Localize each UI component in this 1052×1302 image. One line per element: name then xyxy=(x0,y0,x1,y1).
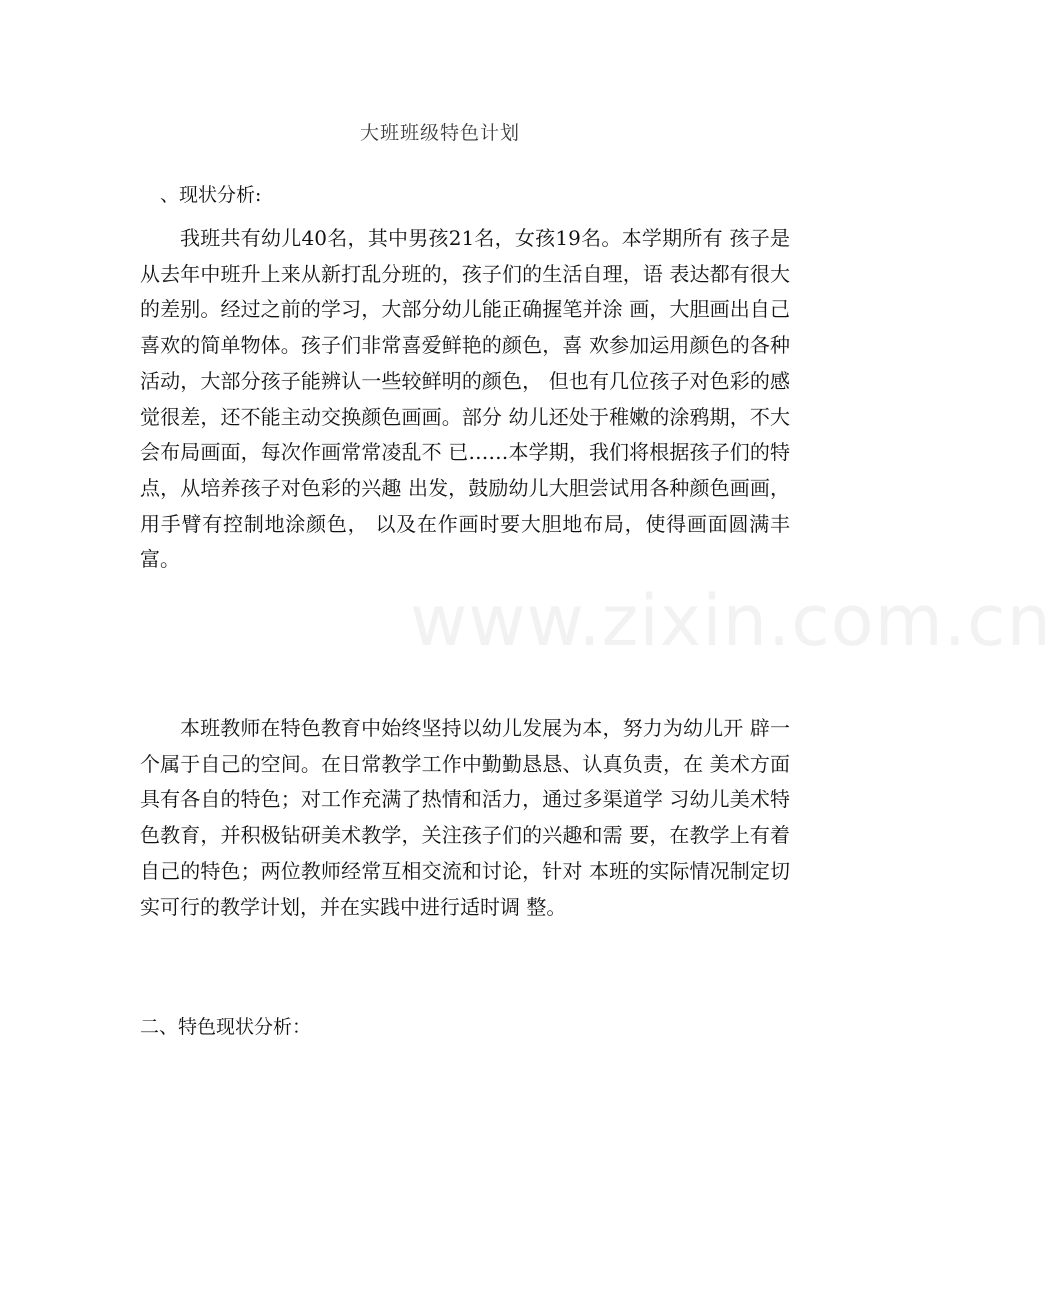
watermark: www.zixin.com.cn xyxy=(410,580,1052,662)
document-title: 大班班级特色计划 xyxy=(359,122,520,144)
section-heading-status-analysis: 、现状分析: xyxy=(160,184,262,206)
section-heading-feature-analysis: 二、特色现状分析： xyxy=(140,1016,312,1038)
paragraph-teachers: 本班教师在特色教育中始终坚持以幼儿发展为本，努力为幼儿开 辟一个属于自己的空间。在日常教学工作中勤勤恳恳、认真负责，在 美术方面具有各自的特色；对工作充满了热情和活力，通过多渠道学 习幼儿美术特色教育，并积极钻研美术教学，关注孩子们的兴趣和需 要，在教学上有着自己的特色；两位教师经常互相交流和讨论，针对 本班的实际情况制定切实可行的教学计划，并在实践中进行适时调 整。 xyxy=(140,716,790,919)
paragraph-class-overview: 我班共有幼儿40名，其中男孩21名，女孩19名。本学期所有 孩子是从去年中班升上来从新打乱分班的，孩子们的生活自理，语 表达都有很大的差别。经过之前的学习，大部分幼儿能正确握笔并涂 画，大胆画出自己喜欢的简单物体。孩子们非常喜爱鲜艳的颜色，喜 欢参加运用颜色的各种活动，大部分孩子能辨认一些较鲜明的颜色， 但也有几位孩子对色彩的感觉很差，还不能主动交换颜色画画。部分 幼儿还处于稚嫩的涂鸦期，不大会布局画面，每次作画常常凌乱不 已……本学期，我们将根据孩子们的特点，从培养孩子对色彩的兴趣 出发，鼓励幼儿大胆尝试用各种颜色画画，用手臂有控制地涂颜色， 以及在作画时要大胆地布局，使得画面圆满丰富。 xyxy=(140,226,790,572)
